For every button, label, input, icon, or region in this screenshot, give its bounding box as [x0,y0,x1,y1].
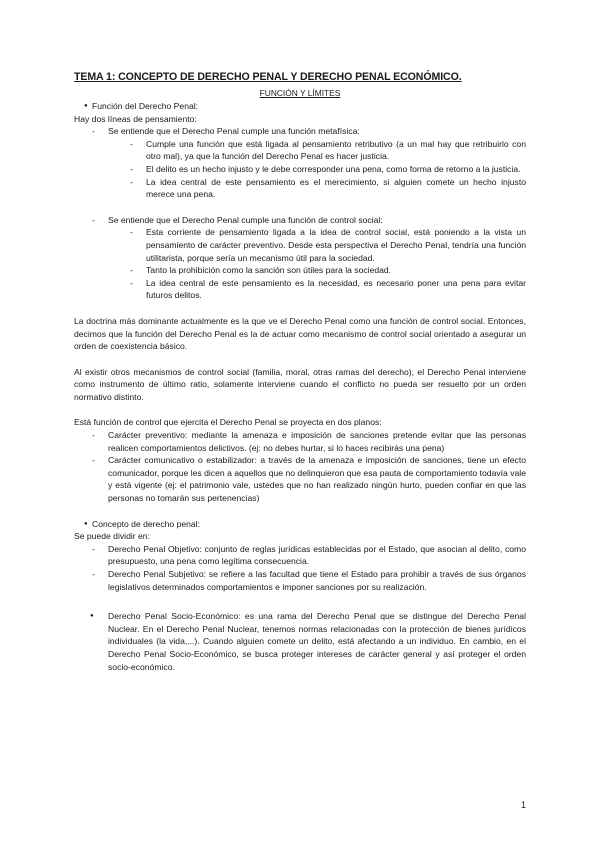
line-of-thought-2: - Se entiende que el Derecho Penal cumple una función de control social: [74,214,526,227]
list-item: - Esta corriente de pensamiento ligada a la idea de control social, está poniendo a la vista un pensamiento de carácter preventivo. Desde esta perspectiva el Derecho Penal, tendría una función utilitarista, porque sería un mecanismo útil para la sociedad. [74,226,526,264]
document-title: TEMA 1: CONCEPTO DE DERECHO PENAL Y DERECHO PENAL ECONÓMICO. [74,71,462,83]
section-socio-economico: ● Derecho Penal Socio-Económico: es una rama del Derecho Penal que se distingue del Derecho Penal Nuclear. En el Derecho Penal Nuclear, tenemos normas relacionadas con la protección de bienes jurídicos individuales (la vida,...). Cuando alguien comete un delito, está afectando a un individuo. En cambio, en el Derecho Penal Socio-Económico, se busca proteger intereses de carácter general y así proteger el orden socio-económico. [74,610,526,673]
list-item: - Tanto la prohibición como la sanción son útiles para la sociedad. [74,264,526,277]
paragraph: La doctrina más dominante actualmente es la que ve el Derecho Penal como una función de control social. Entonces, decimos que la función del Derecho Penal es la de actuar como mecanismo de control social orientado a asegurar un orden de coexistencia básico. [74,315,526,352]
list-item: - Derecho Penal Subjetivo: se refiere a las facultad que tiene el Estado para prohibir a través de sus órganos legislativos determinados comportamientos e imponer sanciones por su realización. [74,568,526,593]
list-item: - Derecho Penal Objetivo: conjunto de reglas jurídicas establecidas por el Estado, que asocian al delito, como presupuesto, una pena como legítima consecuencia. [74,543,526,568]
list-item: - Carácter preventivo: mediante la amenaza e imposición de sanciones pretende evitar que las personas realicen comportamientos delictivos. (ej: no debes hurtar, si lo haces recibirás una pena) [74,429,526,454]
list-item: - Cumple una función que está ligada al pensamiento retributivo (a un mal hay que retribuirlo con otro mal), ya que la función del Derecho Penal es hacer justicia. [74,138,526,163]
section-heading-concepto: ● Concepto de derecho penal: [74,518,526,531]
paragraph: Está función de control que ejercita el Derecho Penal se proyecta en dos planos: [74,417,382,428]
document-body [74,100,526,673]
section-intro: Hay dos líneas de pensamiento: [74,113,197,124]
list-item: - La idea central de este pensamiento es el merecimiento, si alguien comete un hecho injusto merece una pena. [74,176,526,201]
line-of-thought-1: - Se entiende que el Derecho Penal cumple una función metafísica: [74,125,526,138]
section-intro: Se puede dividir en: [74,531,150,542]
document-subtitle: FUNCIÓN Y LÍMITES [259,88,341,98]
list-item: - Carácter comunicativo o estabilizador: a través de la amenaza e imposición de sanciones, tiene un efecto comunicador, porque les dicen a aquellos que no delinquieron que esa pauta de comportamiento todavía vale y está vigente (ej: el patrimonio vale, ustedes que no han realizado ningún hurto, pueden confiar en que las personas no tomarán sus pertenencias) [74,454,526,504]
section-heading-funcion: ● Función del Derecho Penal: [74,100,526,113]
list-item: - La idea central de este pensamiento es la necesidad, es necesario poner una pena para evitar futuros delitos. [74,277,526,302]
page-number: 1 [520,800,526,810]
list-item: - El delito es un hecho injusto y le debe corresponder una pena, como forma de retorno a la justicia. [74,163,526,176]
paragraph: Al existir otros mecanismos de control social (familia, moral, otras ramas del derecho), el Derecho Penal interviene como instrumento de último ratio, solamente interviene cuando el conflicto no pueda ser resuelto por un orden normativo distinto. [74,366,526,402]
